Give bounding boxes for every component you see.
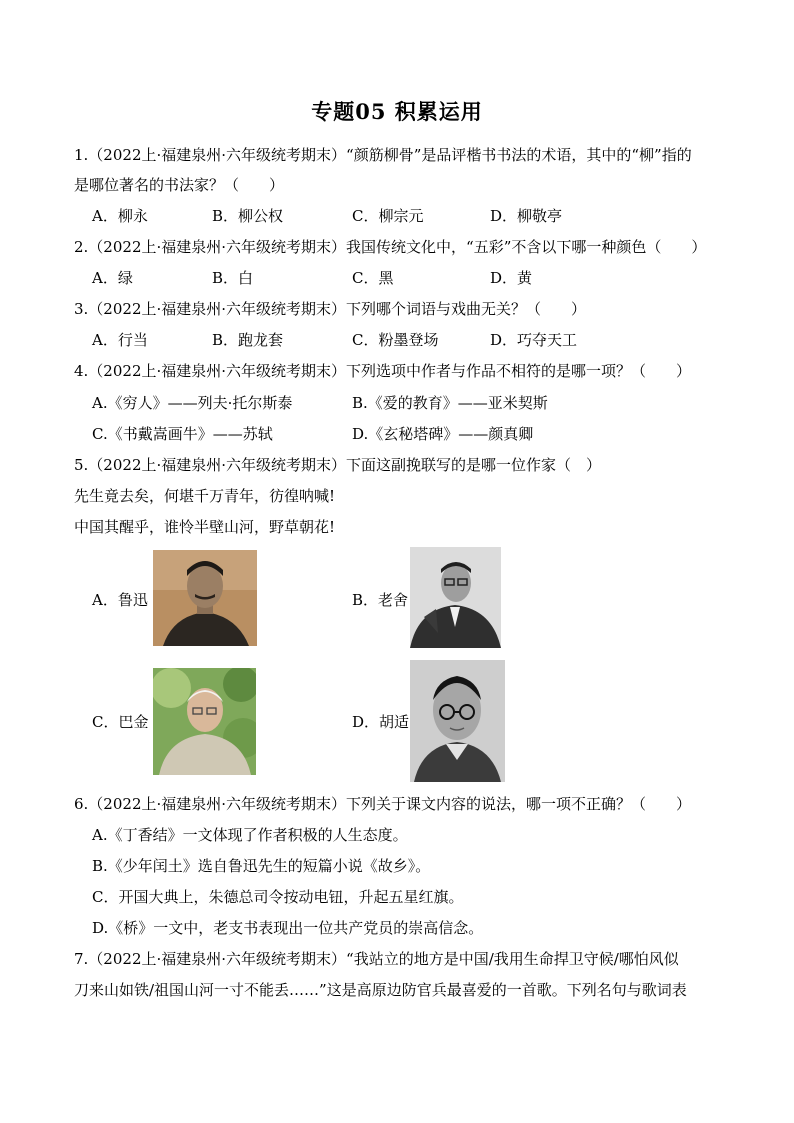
- question-1-stem-line-1: 1.（2022上·福建泉州·六年级统考期末）“颜筋柳骨”是品评楷书书法的术语，其中的“柳”指的: [74, 146, 692, 164]
- question-2-option-c: C．黑: [352, 269, 394, 287]
- question-6-option-c: C．开国大典上，朱德总司令按动电钮，升起五星红旗。: [92, 888, 464, 906]
- question-4-option-c: C.《书戴嵩画牛》——苏轼: [92, 425, 273, 443]
- couplet-line-1: 先生竟去矣，何堪千万青年，彷徨呐喊!: [74, 487, 336, 505]
- question-3-option-c: C．粉墨登场: [352, 331, 439, 349]
- question-3-option-a: A．行当: [92, 331, 148, 349]
- question-2-option-d: D．黄: [490, 269, 533, 287]
- question-4-option-d: D.《玄秘塔碑》——颜真卿: [352, 425, 534, 443]
- portrait-lu-xun: [153, 550, 257, 646]
- question-6-stem: 6.（2022上·福建泉州·六年级统考期末）下列关于课文内容的说法，哪一项不正确？（ ）: [74, 795, 692, 813]
- question-7-stem-line-2: 刀来山如铁/祖国山河一寸不能丢……”这是高原边防官兵最喜爱的一首歌。下列名句与歌词表: [74, 981, 687, 999]
- question-1-option-d: D．柳敬亭: [490, 207, 563, 225]
- portrait-lao-she: [410, 547, 501, 648]
- question-3-option-b: B．跑龙套: [212, 331, 284, 349]
- question-5-option-b: B．老舍: [352, 591, 409, 609]
- page-title: 专题05 积累运用: [311, 99, 483, 124]
- question-3-option-d: D．巧夺天工: [490, 331, 578, 349]
- question-2-option-a: A．绿: [92, 269, 133, 287]
- question-2-stem: 2.（2022上·福建泉州·六年级统考期末）我国传统文化中，“五彩”不含以下哪一种颜色（ ）: [74, 238, 707, 256]
- question-7-stem-line-1: 7.（2022上·福建泉州·六年级统考期末）“我站立的地方是中国/我用生命捍卫守候/哪怕风似: [74, 950, 679, 968]
- question-6-option-a: A.《丁香结》一文体现了作者积极的人生态度。: [92, 826, 408, 844]
- question-6-option-d: D.《桥》一文中，老支书表现出一位共产党员的崇高信念。: [92, 919, 484, 937]
- portrait-ba-jin: [153, 668, 256, 775]
- question-2-option-b: B．白: [212, 269, 254, 287]
- portrait-hu-shi: [410, 660, 505, 782]
- question-4-option-a: A.《穷人》——列夫·托尔斯泰: [92, 394, 293, 412]
- question-4-option-b: B.《爱的教育》——亚米契斯: [352, 394, 548, 412]
- question-5-stem: 5.（2022上·福建泉州·六年级统考期末）下面这副挽联写的是哪一位作家（ ）: [74, 456, 602, 474]
- couplet-line-2: 中国其醒乎，谁怜半壁山河，野草朝花!: [74, 518, 336, 536]
- question-6-option-b: B.《少年闰土》选自鲁迅先生的短篇小说《故乡》。: [92, 857, 431, 875]
- question-1-option-b: B．柳公权: [212, 207, 284, 225]
- question-1-stem-line-2: 是哪位著名的书法家？（ ）: [74, 176, 285, 194]
- question-4-stem: 4.（2022上·福建泉州·六年级统考期末）下列选项中作者与作品不相符的是哪一项？（ ）: [74, 362, 692, 380]
- question-5-option-a: A．鲁迅: [92, 591, 148, 609]
- question-5-option-d: D．胡适: [352, 713, 410, 731]
- question-1-option-c: C．柳宗元: [352, 207, 424, 225]
- question-1-option-a: A．柳永: [92, 207, 148, 225]
- question-5-option-c: C．巴金: [92, 713, 149, 731]
- question-3-stem: 3.（2022上·福建泉州·六年级统考期末）下列哪个词语与戏曲无关？（ ）: [74, 300, 587, 318]
